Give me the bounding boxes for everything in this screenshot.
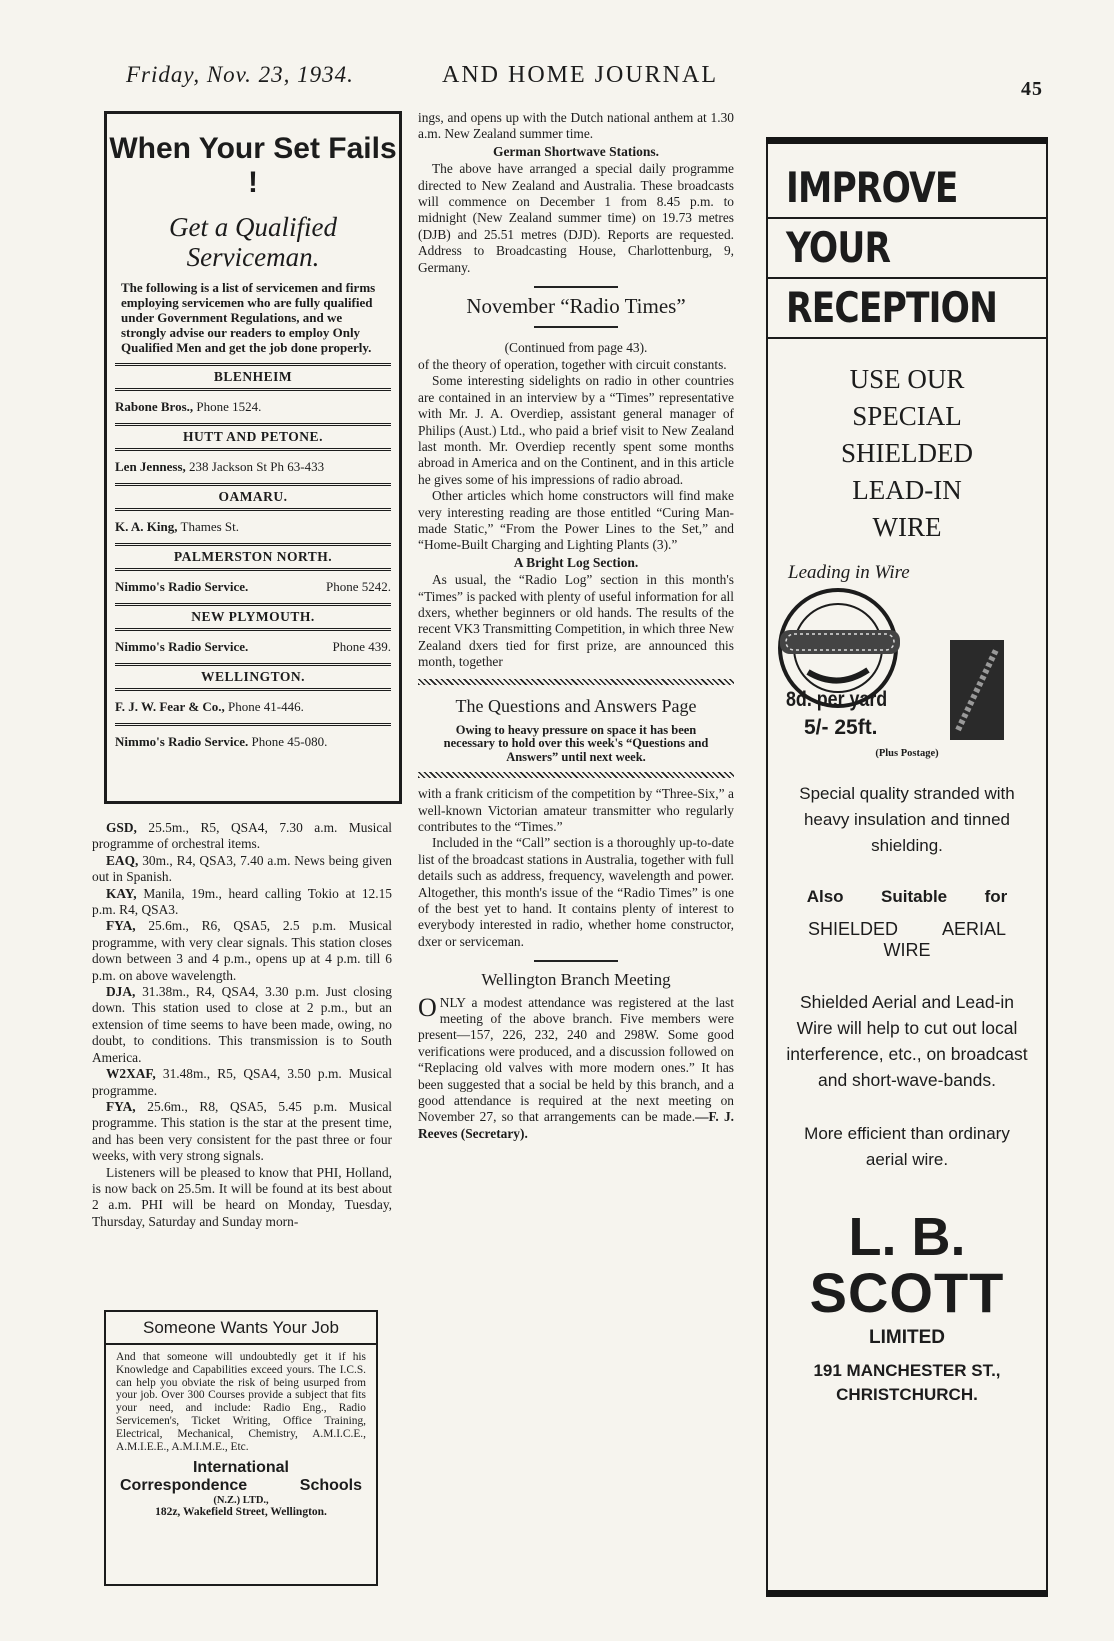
lead-in-wire-advert bbox=[766, 137, 1048, 1597]
radio-times-paragraph: Included in the “Call” section is a thoroughly up-to-date list of the broadcast stations in Australia, together with full details such as address, frequency, wavelength and power. Altogether, this month's issue of the “Radio Times” is one of the best yet to hand. It contains plenty of interest to everybody interested in radio, whether home constructor, dxer or serviceman. bbox=[418, 835, 734, 949]
region-palmerston-north: PALMERSTON NORTH. bbox=[115, 543, 391, 571]
ics-ltd: (N.Z.) LTD., bbox=[213, 1495, 269, 1507]
log-paragraph: Listeners will be pleased to know that PHI, Holland, is now back on 25.5m. It will be found at its best about 2 a.m. PHI will be heard on Monday, Tuesday, Thursday, Saturday and Sunday morn- bbox=[92, 1164, 392, 1229]
divider bbox=[534, 960, 618, 962]
region-blenheim: BLENHEIM bbox=[115, 363, 391, 391]
ad-rule bbox=[768, 277, 1046, 279]
wavy-divider bbox=[418, 679, 734, 685]
ad-limited: LIMITED bbox=[869, 1327, 945, 1348]
region-new-plymouth: NEW PLYMOUTH. bbox=[115, 603, 391, 631]
continued-note: (Continued from page 43). bbox=[504, 340, 648, 356]
ics-title: Someone Wants Your Job bbox=[106, 1312, 376, 1345]
page-number: 45 bbox=[1021, 78, 1043, 100]
station-log-column bbox=[92, 820, 392, 1230]
wavy-divider bbox=[418, 772, 734, 778]
serviceman-entry: Nimmo's Radio Service. Phone 45-080. bbox=[115, 734, 328, 749]
ad-also-suitable: Also Suitable for bbox=[806, 887, 1008, 906]
serviceman-box-title: When Your Set Fails ! bbox=[109, 132, 397, 199]
page-date: Friday, Nov. 23, 1934. bbox=[126, 62, 354, 87]
ics-advert-box bbox=[104, 1310, 378, 1586]
ad-use-our: USE OUR SPECIAL SHIELDED LEAD-IN WIRE bbox=[841, 364, 973, 542]
serviceman-box-intro: The following is a list of servicemen and firms employing servicemen who are fully qualified under Government Regulations, and we strongly advise our readers to employ Only Qualified Men and get the job done properly. bbox=[121, 280, 376, 355]
ad-postage: (Plus Postage) bbox=[875, 748, 939, 759]
log-paragraph: FYA, 25.6m., R6, QSA5, 2.5 p.m. Musical programme, with very clear signals. This station closes down between 3 and 4 p.m., opens up at 4 p.m. till 6 p.m. on above wavelength. bbox=[92, 918, 392, 983]
log-paragraph: DJA, 31.38m., R4, QSA4, 3.30 p.m. Just closing down. This station used to close at 2 p.m., but an extension of time seems to have been made, owing, no doubt, to conditions. This transmission is to South America. bbox=[92, 984, 392, 1065]
serviceman-entry: F. J. W. Fear & Co., Phone 41-446. bbox=[115, 699, 304, 714]
serviceman-box-subtitle: Get a Qualified Serviceman. bbox=[169, 212, 337, 272]
log-paragraph: FYA, 25.6m., R8, QSA5, 5.45 p.m. Musical programme. This station is the star at the present time, and has been very consistent for the past three or four weeks, with very strong signals. bbox=[92, 1098, 392, 1164]
journal-title: AND HOME JOURNAL bbox=[442, 62, 718, 88]
ad-top-bar bbox=[766, 137, 1048, 144]
ad-headline-your: YOUR bbox=[786, 223, 891, 272]
ad-price-per-yard: 8d. per yard bbox=[786, 688, 888, 711]
log-paragraph: EAQ, 30m., R4, QSA3, 7.40 a.m. News being given out in Spanish. bbox=[92, 852, 392, 885]
region-wellington: WELLINGTON. bbox=[115, 663, 391, 691]
serviceman-entry: Len Jenness, 238 Jackson St Ph 63-433 bbox=[115, 459, 325, 474]
ics-name-line1: International bbox=[192, 1459, 289, 1477]
ad-benefit-text: Shielded Aerial and Lead-in Wire will help to cut out local interference, etc., on broadcast and short-wave-bands. bbox=[786, 992, 1028, 1090]
radio-times-heading: November “Radio Times” bbox=[466, 294, 686, 319]
ad-logo-text: Leading in Wire bbox=[788, 562, 910, 583]
german-stations-heading: German Shortwave Stations. bbox=[492, 143, 660, 159]
ad-headline-reception: RECEPTION bbox=[786, 283, 998, 332]
serviceman-entry: Nimmo's Radio Service. Phone 5242. bbox=[115, 579, 391, 594]
german-stations-text: The above have arranged a special daily programme directed to New Zealand and Australia. These broadcasts will commence on December 1 from 8.45 p.m. to midnight (New Zealand summer time) on 19.73 metres (DJB) and 25.51 metres (DJD). Reports are requested. Address to Broadcasting House, Charlottenburg, 9, Germany. bbox=[418, 161, 734, 275]
divider bbox=[534, 286, 618, 288]
ad-company-lb: L. B. bbox=[848, 1207, 966, 1267]
ad-address-street: 191 MANCHESTER ST., bbox=[813, 1361, 1001, 1380]
log-paragraph: KAY, Manila, 19m., heard calling Tokio at 12.15 p.m. R4, QSA3. bbox=[92, 885, 392, 918]
radio-times-paragraph: Other articles which home constructors will find make very interesting reading are those entitled “Curing Man-made Static,” “From the Power Lines to the Set,” and “Home-Built Charging and Lighting Plants (3).” bbox=[418, 488, 734, 553]
serviceman-entry: Nimmo's Radio Service. Phone 439. bbox=[115, 639, 391, 654]
ad-rule bbox=[768, 217, 1046, 219]
ad-efficient-text: More efficient than ordinary aerial wire. bbox=[804, 1124, 1010, 1169]
middle-column bbox=[418, 110, 734, 1142]
serviceman-entry: Rabone Bros., Phone 1524. bbox=[115, 399, 262, 414]
log-section-text: As usual, the “Radio Log” section in this month's “Times” is packed with plenty of useful information for all dxers, whether beginners or old hands. The results of the recent VK3 Transmitting Competition, in which three New Zealand dxers tied for first prize, are announced this month, together bbox=[418, 572, 734, 670]
ad-shielded-aerial: SHIELDED AERIAL bbox=[807, 919, 1007, 939]
ics-body: And that someone will undoubtedly get it if his Knowledge and Capabilities exceed yours. The I.C.S. can help you obviate the risk of being usurped from your job. Over 300 Courses provide a subject that fits your need, and include: Radio Eng., Radio Servicemen's, Ticket Writing, Office Training, Electrical, Mechanical, Chemistry, A.M.I.C.E., A.M.I.E.E., A.M.I.M.E., Etc. bbox=[116, 1351, 366, 1453]
radio-times-paragraph: of the theory of operation, together with circuit constants. bbox=[418, 356, 727, 372]
log-paragraph: GSD, 25.5m., R5, QSA4, 7.30 a.m. Musical programme of orchestral items. bbox=[92, 820, 392, 852]
ad-product-illustration bbox=[768, 560, 1046, 750]
ad-rule bbox=[768, 337, 1046, 339]
ics-address: 182z, Wakefield Street, Wellington. bbox=[155, 1506, 327, 1519]
ad-bottom-bar bbox=[766, 1590, 1048, 1597]
ad-company-scott: SCOTT bbox=[809, 1261, 1005, 1324]
wellington-branch-heading: Wellington Branch Meeting bbox=[481, 970, 671, 990]
serviceman-box bbox=[104, 111, 402, 804]
radio-times-paragraph: Some interesting sidelights on radio in other countries are contained in an interview by a “Times” representative with Mr. J. A. Overdiep, assistant general manager of Philips (Aust.) Ltd., who paid a brief visit to New Zealand last month. Mr. Overdiep recently spent some months abroad in America and on the Continent, and in this article he gives some of his impressions of radio abroad. bbox=[418, 373, 734, 487]
log-section-heading: A Bright Log Section. bbox=[513, 554, 639, 570]
divider bbox=[534, 326, 618, 328]
continued-paragraph: ings, and opens up with the Dutch national anthem at 1.30 a.m. New Zealand summer time. bbox=[418, 110, 734, 142]
log-paragraph: W2XAF, 31.48m., R5, QSA4, 3.50 p.m. Musical programme. bbox=[92, 1066, 392, 1098]
ics-name-line2: Correspondence Schools bbox=[120, 1477, 362, 1495]
wellington-branch-text: ONLY a modest attendance was registered at the last meeting of the above branch. Five members were present—157, 226, 232, 240 and 298W. Some good verifications were produced, and a discussion followed on “Replacing old valves with more modern ones.” It has been suggested that a social be held by this branch, and a good attendance is required at the next meeting on November 27, so that arrangements can be made.—F. J. Reeves (Secretary). bbox=[418, 992, 734, 1141]
ad-quality-text: Special quality stranded with heavy insulation and tinned shielding. bbox=[799, 784, 1015, 855]
qa-heading: The Questions and Answers Page bbox=[455, 695, 697, 716]
ad-price-25ft: 5/- 25ft. bbox=[804, 716, 878, 739]
ad-address-city: CHRISTCHURCH. bbox=[836, 1385, 978, 1404]
region-hutt-petone: HUTT AND PETONE. bbox=[115, 423, 391, 451]
serviceman-entry: K. A. King, Thames St. bbox=[115, 519, 240, 534]
qa-note: Owing to heavy pressure on space it has been necessary to hold over this week's “Questions and Answers” until next week. bbox=[443, 722, 709, 764]
region-oamaru: OAMARU. bbox=[115, 483, 391, 511]
ad-headline-improve: IMPROVE bbox=[786, 163, 958, 212]
radio-times-paragraph: with a frank criticism of the competition by “Three-Six,” a well-known Victorian amateur transmitter who regularly contributes to the “Times.” bbox=[418, 786, 734, 834]
ad-wire: WIRE bbox=[883, 940, 931, 960]
